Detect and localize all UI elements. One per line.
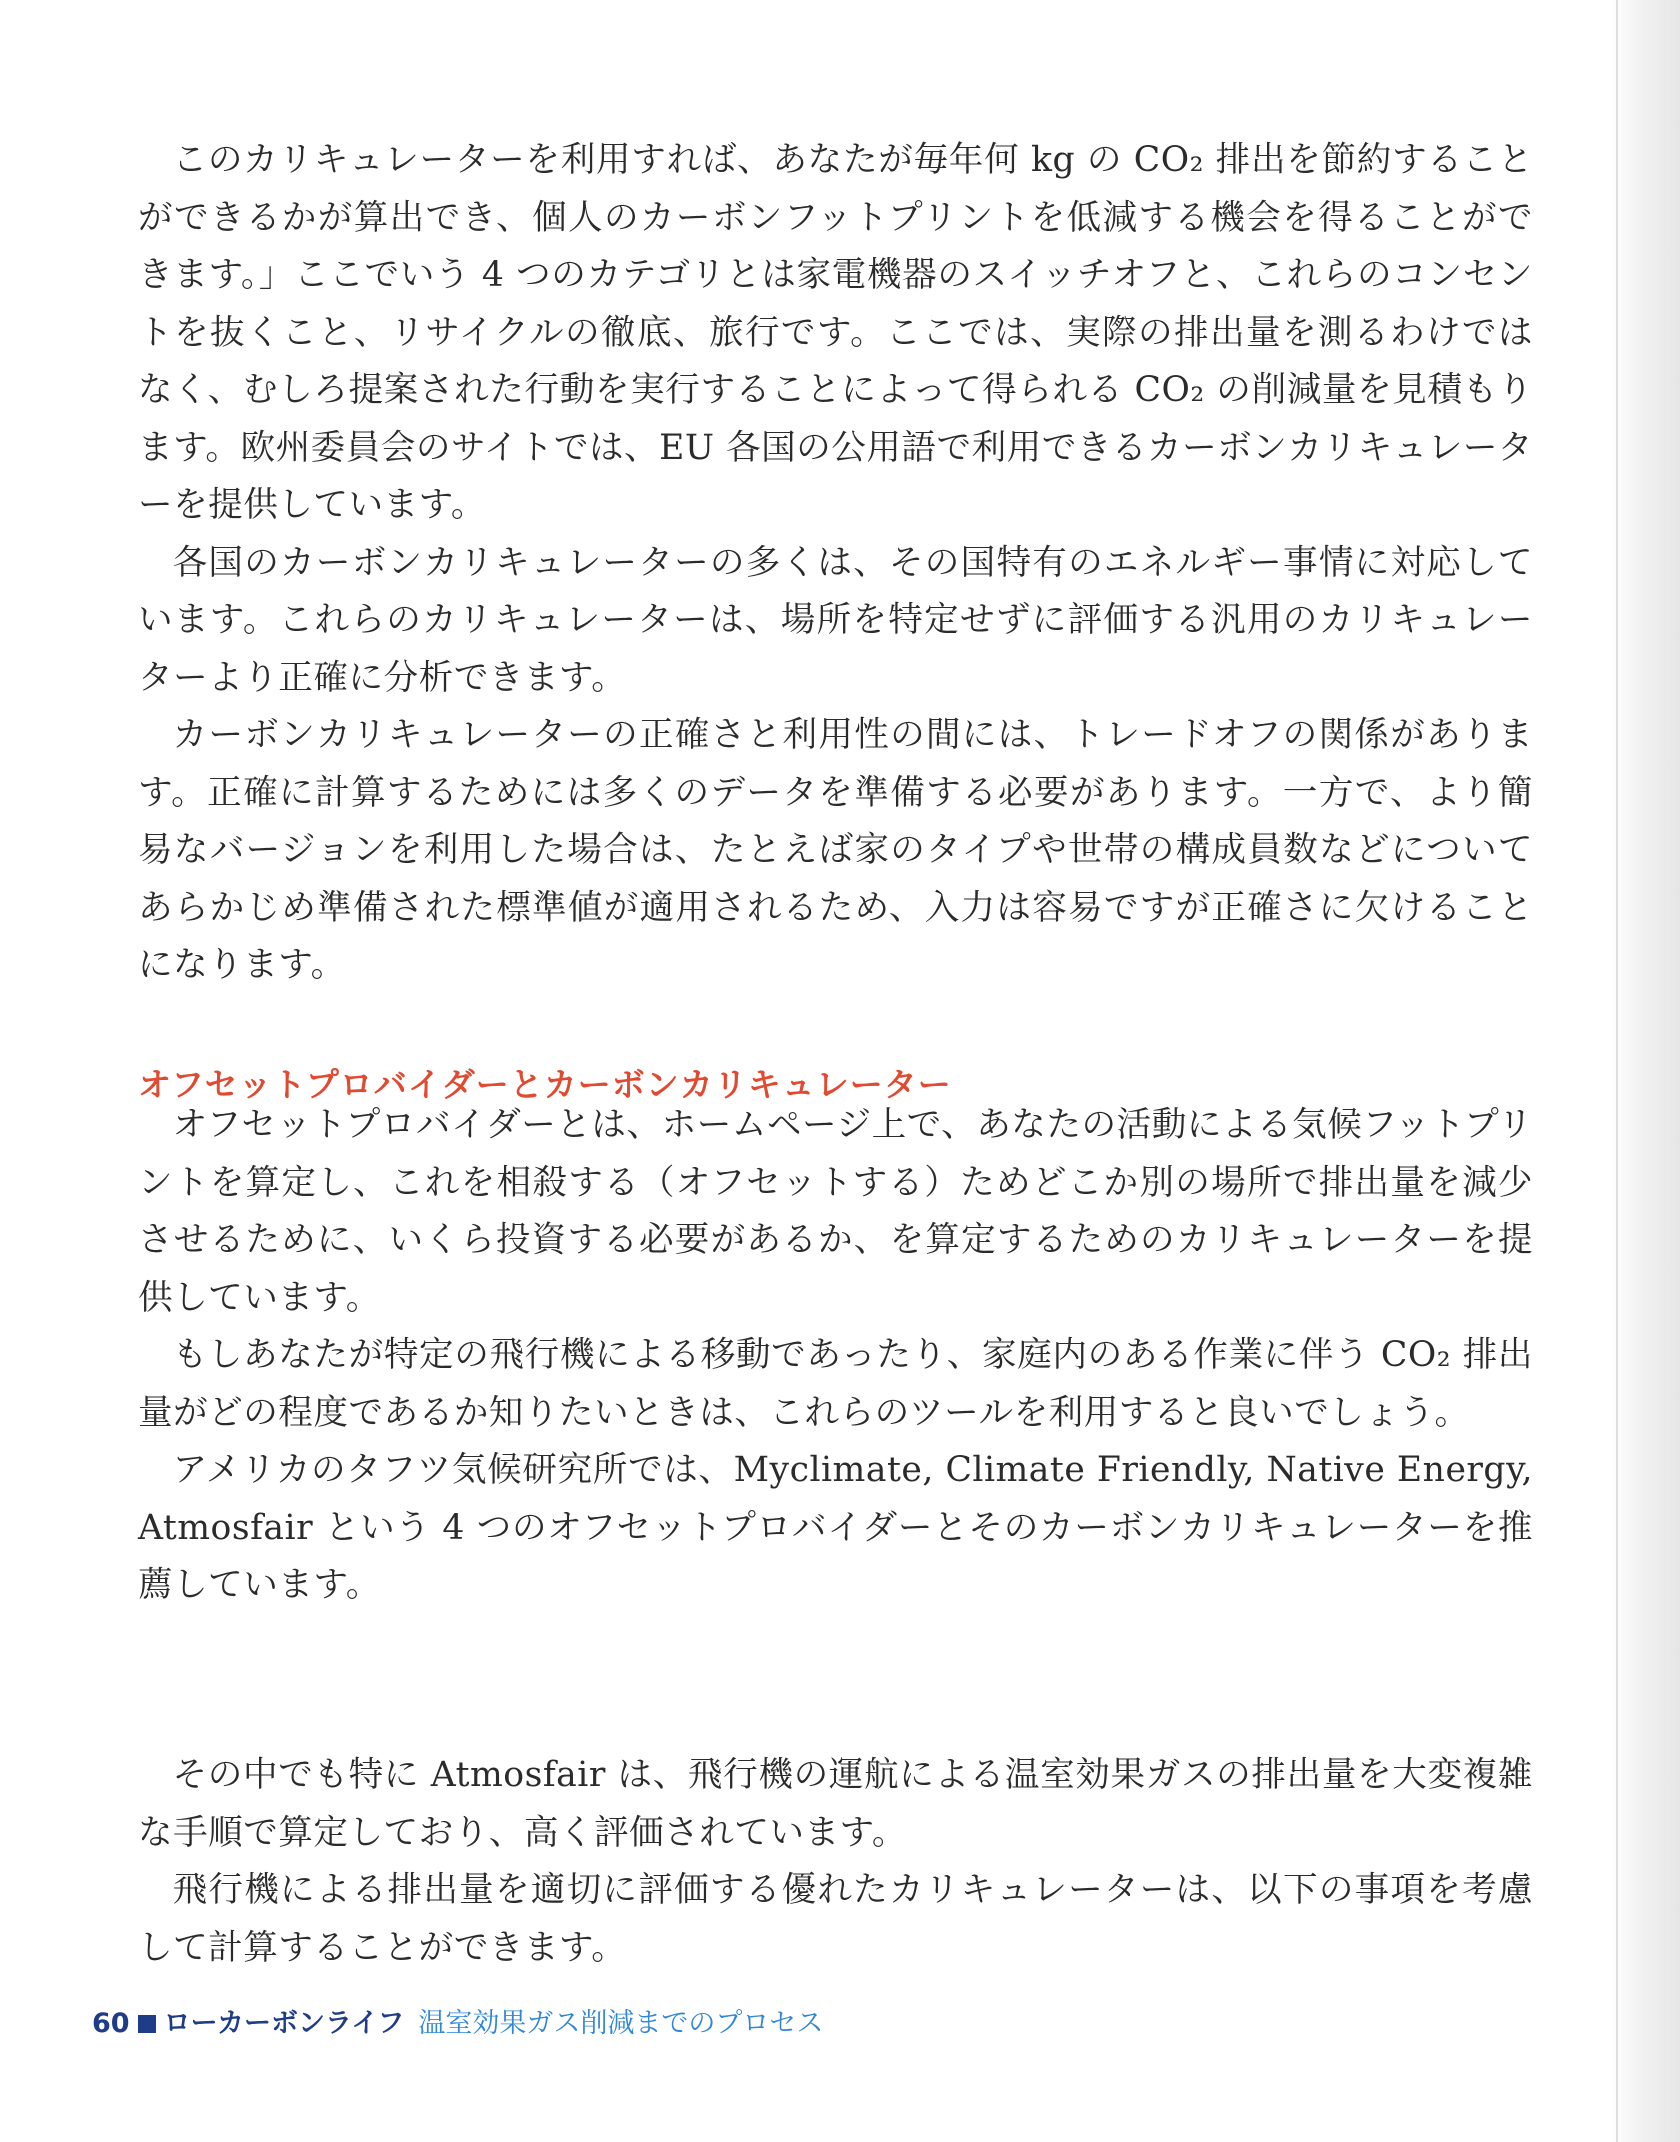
- paragraph: アメリカのタフツ気候研究所では、Myclimate, Climate Friendly, Native Energy, Atmosfair という 4 つのオフセットプロバイダーとそのカーボンカリキュレーターを推薦しています。: [138, 1450, 1533, 1605]
- page-footer: [92, 2004, 823, 2044]
- paragraph: オフセットプロバイダーとは、ホームページ上で、あなたの活動による気候フットプリントを算定し、これを相殺する（オフセットする）ためどこか別の場所で排出量を減少させるために、いくら投資する必要があるか、を算定するためのカリキュレーターを提供しています。: [138, 1105, 1533, 1318]
- square-bullet-icon: [138, 2015, 156, 2033]
- paragraph: 各国のカーボンカリキュレーターの多くは、その国特有のエネルギー事情に対応しています。これらのカリキュレーターは、場所を特定せずに評価する汎用のカリキュレーターより正確に分析できます。: [138, 542, 1533, 698]
- chapter-title: 温室効果ガス削減までのプロセス: [418, 2008, 824, 2039]
- page-edge-shadow: [1610, 0, 1680, 2142]
- section-heading: オフセットプロバイダーとカーボンカリキュレーター: [138, 1065, 952, 1104]
- book-title: ローカーボンライフ: [163, 2008, 405, 2039]
- paragraph: カーボンカリキュレーターの正確さと利用性の間には、トレードオフの関係があります。正確に計算するためには多くのデータを準備する必要があります。一方で、より簡易なバージョンを利用した場合は、たとえば家のタイプや世帯の構成員数などについてあらかじめ準備された標準値が適用されるため、入力は容易ですが正確さに欠けることになります。: [138, 715, 1533, 985]
- paragraph: このカリキュレーターを利用すれば、あなたが毎年何 kg の CO₂ 排出を節約することができるかが算出でき、個人のカーボンフットプリントを低減する機会を得ることができます。」ここでいう 4 つのカテゴリとは家電機器のスイッチオフと、これらのコンセントを抜くこと、リサイクルの徹底、旅行です。ここでは、実際の排出量を測るわけではなく、むしろ提案された行動を実行することによって得られる CO₂ の削減量を見積もります。欧州委員会のサイトでは、EU 各国の公用語で利用できるカーボンカリキュレーターを提供しています。: [138, 140, 1533, 525]
- paragraph: もしあなたが特定の飛行機による移動であったり、家庭内のある作業に伴う CO₂ 排出量がどの程度であるか知りたいときは、これらのツールを利用すると良いでしょう。: [138, 1335, 1533, 1433]
- paragraph: 飛行機による排出量を適切に評価する優れたカリキュレーターは、以下の事項を考慮して計算することができます。: [138, 1870, 1533, 1968]
- paragraph: その中でも特に Atmosfair は、飛行機の運航による温室効果ガスの排出量を大変複雑な手順で算定しており、高く評価されています。: [138, 1755, 1533, 1853]
- page-number: 60: [92, 2008, 130, 2039]
- page-edge-line: [1616, 0, 1618, 2142]
- body-text-top: [138, 132, 1533, 995]
- body-text-bottom: [138, 1747, 1533, 1977]
- body-text-middle: [138, 1097, 1533, 1615]
